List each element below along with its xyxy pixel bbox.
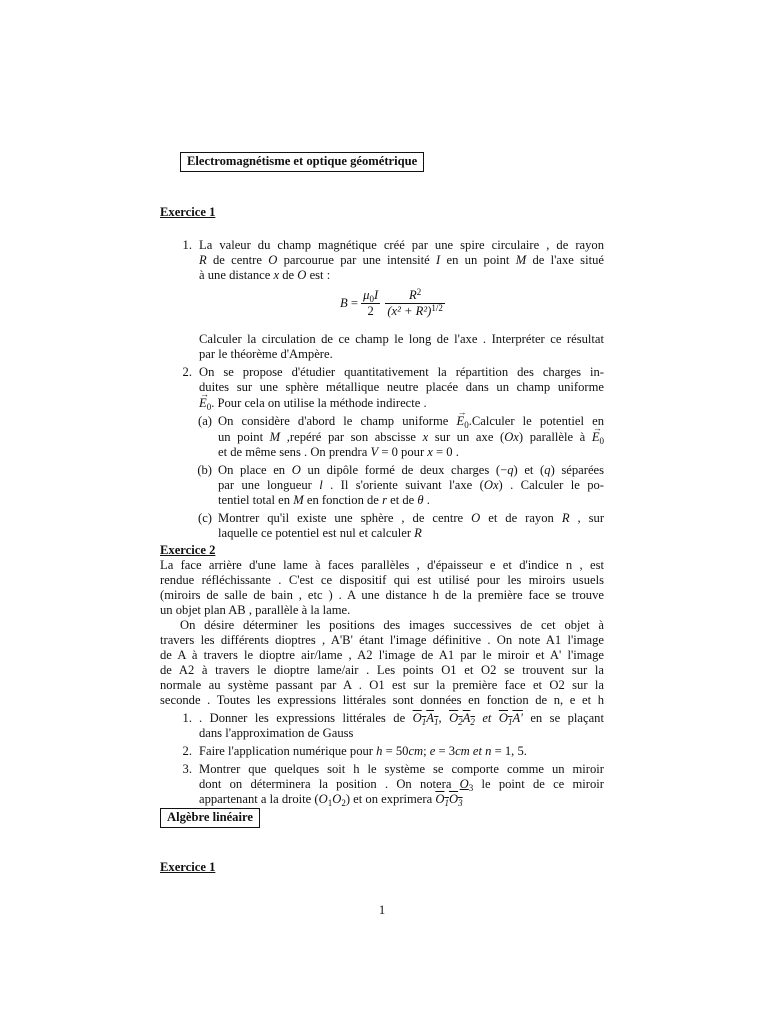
ex1-q2a-line2: un point M ,repéré par son abscisse x sur un axe (Ox) parallèle à → $E_0$	[218, 430, 604, 445]
ex2-p2-line4: de A2 à travers le dioptre lame/air . Les points O1 et O2 se trouvent sur la	[160, 663, 604, 677]
ex1-q2b-line3: tentiel total en M en fonction de r et de θ .	[218, 493, 430, 507]
ex2-p1-line2: rendue réfléchissante . C'est ce dispositif qui est utilisé pour les miroirs usuels	[160, 573, 604, 587]
ex1-q1-number: 1.	[182, 238, 192, 252]
ex1-q1-line2: R de centre O parcourue par une intensité I en un point M de l'axe situé	[199, 253, 604, 267]
ex2-q3-line1: Montrer que quelques soit h le système se comporte comme un miroir	[199, 762, 604, 776]
ex2-p2-line2: travers les différents dioptres , A'B' étant l'image définitive . On note A1 l'image	[160, 633, 604, 647]
ex2-q3-line3: appartenant a la droite $(O_1O_2)$ et on exprimera $O_1O_3$	[199, 792, 463, 808]
ex2-q1-line1: . Donner les expressions littérales de $O_1A_1$, $O_2A_2$ et $O_1A'$ en se plaçant	[199, 711, 604, 727]
ex2-p2-line5: normale au système passant par A . O1 est sur la première face et O2 sur la	[160, 678, 604, 692]
algebra-exercise-1-heading: Exercice 1	[160, 860, 216, 874]
ex2-p1-line4: un objet plan AB , parallèle à la lame.	[160, 603, 351, 617]
ex1-q2c-line2: laquelle ce potentiel est nul et calculer R	[218, 526, 422, 540]
ex1-q1-line3: à une distance x de O est :	[199, 268, 331, 282]
ex1-q2-line2: duites sur une sphère métallique neutre placée dans un champ uniforme	[199, 380, 604, 394]
ex1-q2-line1: On se propose d'étudier quantitativement la répartition des charges in-	[199, 365, 604, 379]
ex2-q3-number: 3.	[182, 762, 192, 776]
ex2-p2-line3: de A à travers le dioptre air/lame , A2 l'image de A1 par le miroir et A' l'image	[160, 648, 604, 662]
biot-savart-formula: B = $\frac{\mu_0I}{2}$ $\frac{R^2}{(x^2 + R^2)^{1/2}}$	[340, 287, 443, 318]
exercise-2-heading: Exercice 2	[160, 543, 216, 557]
ex2-q2-number: 2.	[182, 744, 192, 758]
ex1-q2a-line1: On considère d'abord le champ uniforme → $E_0.Calculer$ le potentiel en	[218, 414, 604, 429]
ex1-q2a-label: (a)	[198, 414, 212, 428]
ex2-q2-line: Faire l'application numérique pour h = 50cm; e = 3cm et n = 1, 5.	[199, 744, 527, 758]
ex1-q2-number: 2.	[182, 365, 192, 379]
ex1-q2c-line1: Montrer qu'il existe une sphère , de centre O et de rayon R , sur	[218, 511, 605, 525]
ex1-q2b-line2: par une longueur l . Il s'oriente suivant l'axe (Ox) . Calculer le po-	[218, 478, 604, 492]
document-title: Electromagnétisme et optique géométrique	[180, 152, 424, 172]
ex1-q2b-line1: On place en O un dipôle formé de deux charges (−q) et (q) séparées	[218, 463, 605, 477]
ex2-q1-number: 1.	[182, 711, 192, 725]
ex1-q2c-label: (c)	[198, 511, 212, 525]
algebra-section-title: Algèbre linéaire	[160, 808, 260, 828]
ex1-q1-line1: La valeur du champ magnétique créé par une spire circulaire , de rayon	[199, 238, 604, 252]
exercise-1-heading: Exercice 1	[160, 205, 216, 219]
ex2-p1-line1: La face arrière d'une lame à faces parallèles , d'épaisseur e et d'indice n , est	[160, 558, 604, 572]
ex1-q2b-label: (b)	[197, 463, 212, 477]
ex2-p1-line3: (miroirs de salle de bain , etc ) . A une distance h de la première face se trouve	[160, 588, 604, 602]
ex2-p2-line6: seconde . Toutes les expressions littérales sont données en fonction de n, e et h	[160, 693, 604, 707]
ex2-p2-line1: On désire déterminer les positions des images successives de cet objet à	[180, 618, 604, 632]
ex2-q3-line2: dont on déterminera la position . On notera $O_3$ le point de ce miroir	[199, 777, 604, 793]
page-number: 1	[378, 903, 386, 917]
ex1-q2-line3: → $E_0$. Pour cela on utilise la méthode indirecte .	[199, 396, 427, 411]
ex2-q1-line2: dans l'approximation de Gauss	[199, 726, 354, 740]
ex1-q1-after-line2: par le théorème d'Ampère.	[199, 347, 333, 361]
ex1-q1-after-line1: Calculer la circulation de ce champ le long de l'axe . Interpréter ce résultat	[199, 332, 604, 346]
ex1-q2a-line3: et de même sens . On prendra V = 0 pour x = 0 .	[218, 445, 459, 459]
